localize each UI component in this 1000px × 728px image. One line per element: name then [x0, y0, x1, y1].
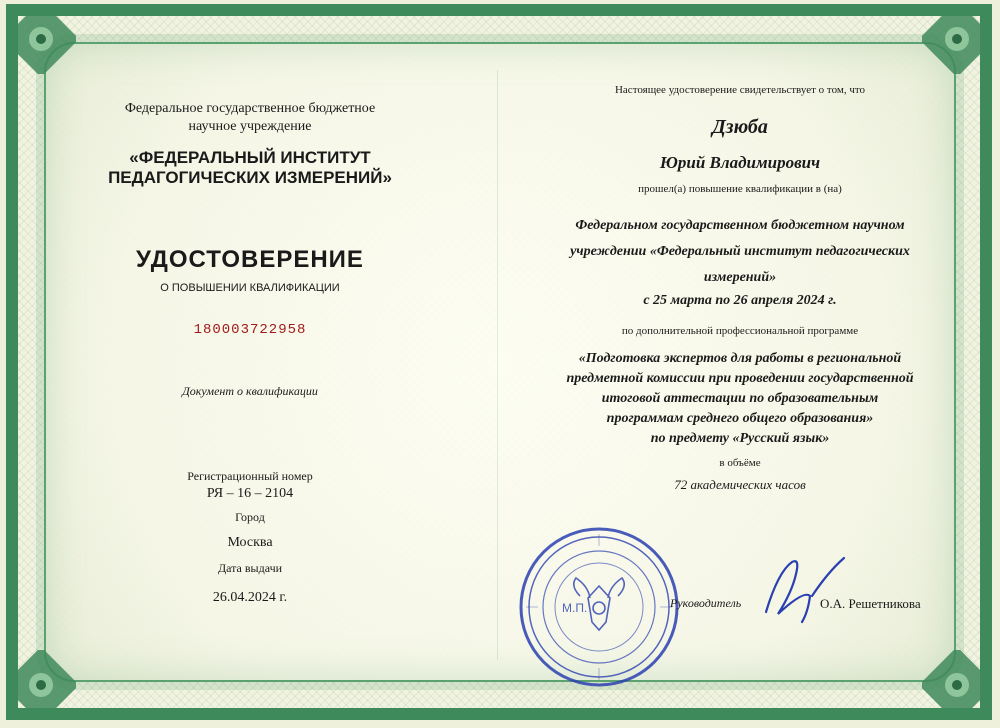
program-line: итоговой аттестации по образовательным [601, 391, 879, 406]
seal-mark: М.П. [562, 601, 588, 615]
institution-line: учреждении «Федеральный институт педагогических [570, 244, 910, 259]
training-period: с 25 марта по 26 апреля 2024 г. [643, 293, 837, 308]
document-title: УДОСТОВЕРЕНИЕ [136, 246, 364, 273]
program-intro: по дополнительной профессиональной программе [621, 325, 859, 337]
institution-line: измерений» [703, 270, 777, 285]
right-page [520, 84, 960, 493]
org-name [60, 148, 440, 188]
program-line: «Подготовка экспертов для работы в региональной [578, 351, 902, 366]
institution-name [520, 213, 960, 291]
page-fold [497, 70, 498, 660]
left-page [60, 100, 440, 606]
institution-line: Федеральном государственном бюджетном научном [575, 218, 905, 233]
document-type: Документ о квалификации [182, 384, 318, 398]
volume-value: 72 академических часов [674, 477, 806, 492]
registration-number: РЯ – 16 – 2104 [206, 486, 294, 501]
org-type-line: научное учреждение [188, 119, 312, 134]
corner-ornament-icon [6, 4, 76, 74]
corner-ornament-icon [6, 650, 76, 720]
org-name-line: «ФЕДЕРАЛЬНЫЙ ИНСТИТУТ [129, 148, 371, 167]
handwritten-signature [748, 552, 858, 632]
volume-label: в объёме [719, 457, 761, 469]
signatory-name: О.А. Решетникова [820, 596, 921, 611]
issue-date-label: Дата выдачи [217, 561, 283, 575]
program-title [520, 349, 960, 449]
program-line: по предмету «Русский язык» [650, 431, 830, 446]
document-subtitle: О ПОВЫШЕНИИ КВАЛИФИКАЦИИ [160, 282, 340, 294]
passed-text: прошел(а) повышение квалификации в (на) [638, 183, 842, 195]
city-label: Город [235, 510, 265, 524]
program-line: предметной комиссии при проведении государственной [566, 371, 914, 386]
city-value: Москва [227, 535, 273, 550]
program-line: программам среднего общего образования» [606, 411, 874, 426]
issue-date-value: 26.04.2024 г. [212, 590, 288, 605]
certify-intro: Настоящее удостоверение свидетельствует о том, что [614, 84, 866, 96]
holder-given-names: Юрий Владимирович [659, 153, 821, 172]
holder-surname: Дзюба [712, 116, 768, 138]
corner-ornament-icon [922, 650, 992, 720]
registration-block [60, 469, 440, 606]
org-name-line: ПЕДАГОГИЧЕСКИХ ИЗМЕРЕНИЙ» [108, 168, 392, 187]
document-number: 180003722958 [193, 322, 307, 338]
corner-ornament-icon [922, 4, 992, 74]
registration-label: Регистрационный номер [187, 469, 313, 483]
signature-row [520, 592, 960, 622]
org-type-line: Федеральное государственное бюджетное [124, 101, 376, 116]
signatory-role: Руководитель [670, 596, 742, 610]
